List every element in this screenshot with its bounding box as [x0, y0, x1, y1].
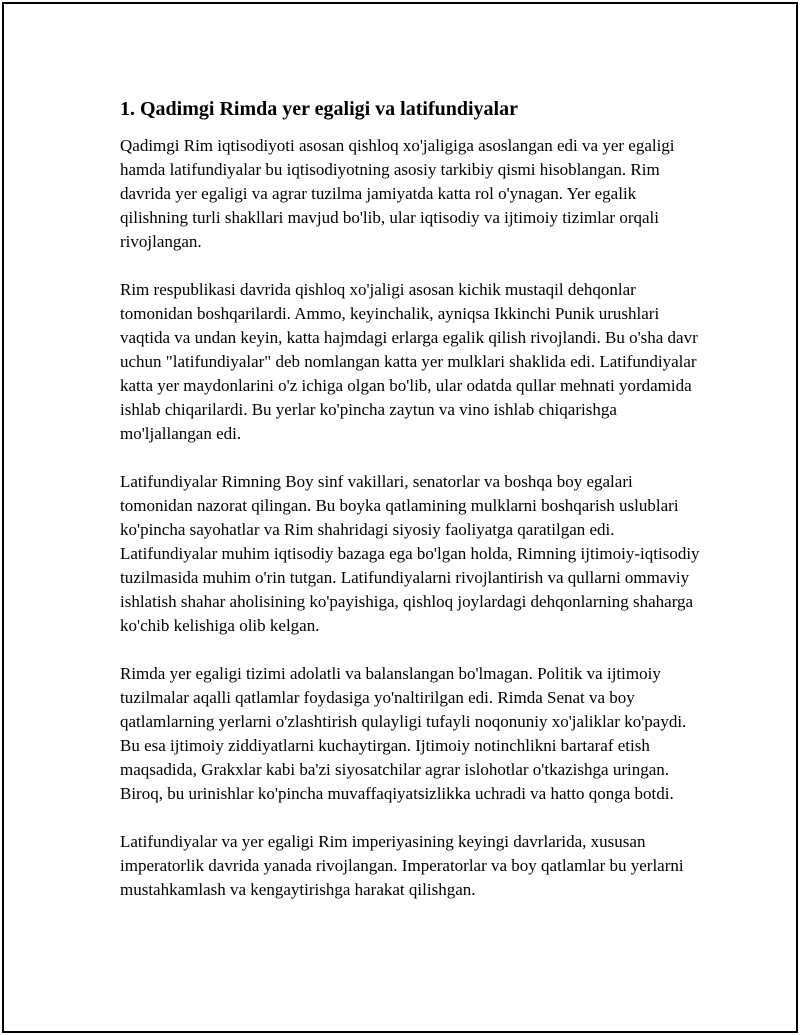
paragraph-1: Qadimgi Rim iqtisodiyoti asosan qishloq xo'jaligiga asoslangan edi va yer egaligi hamda latifundiyalar bu iqtisodiyotning asosiy tarkibiy qismi hisoblangan. Rim davrida yer egaligi va agrar tuzilma jamiyatda katta rol o'ynagan. Yer egalik qilishning turli shakllari mavjud bo'lib, ular iqtisodiy va ijtimoiy tizimlar orqali rivojlangan. — [120, 136, 675, 251]
page-frame — [2, 2, 798, 1033]
section-heading: 1. Qadimgi Rimda yer egaligi va latifundiyalar — [120, 98, 518, 120]
paragraph-3: Latifundiyalar Rimning Boy sinf vakillari, senatorlar va boshqa boy egalari tomonidan nazorat qilingan. Bu boyka qatlamining mulklarni boshqarish uslublari ko'pincha sayohatlar va Rim shahridagi siyosiy faoliyatga qaratilgan edi. Latifundiyalar muhim iqtisodiy bazaga ega bo'lgan holda, Rimning ijtimoiy-iqtisodiy tuzilmasida muhim o'rin tutgan. Latifundiyalarni rivojlantirish va qullarni ommaviy ishlatish shahar aholisining ko'payishiga, qishloq joylardagi dehqonlarning shaharga ko'chib kelishiga olib kelgan. — [120, 472, 700, 635]
paragraph-4: Rimda yer egaligi tizimi adolatli va balanslangan bo'lmagan. Politik va ijtimoiy tuzilmalar aqalli qatlamlar foydasiga yo'naltirilgan edi. Rimda Senat va boy qatlamlarning yerlarni o'zlashtirish qulayligi tufayli noqonuniy xo'jaliklar ko'paydi. Bu esa ijtimoiy ziddiyatlarni kuchaytirgan. Ijtimoiy notinchlikni bartaraf etish maqsadida, Grakxlar kabi ba'zi siyosatchilar agrar islohotlar o'tkazishga uringan. Biroq, bu urinishlar ko'pincha muvaffaqiyatsizlikka uchradi va hatto qonga botdi. — [120, 664, 687, 803]
paragraph-5: Latifundiyalar va yer egaligi Rim imperiyasining keyingi davrlarida, xususan imperatorlik davrida yanada rivojlangan. Imperatorlar va boy qatlamlar bu yerlarni mustahkamlash va kengaytirishga harakat qilishgan. — [120, 832, 684, 899]
paragraph-2: Rim respublikasi davrida qishloq xo'jaligi asosan kichik mustaqil dehqonlar tomonidan boshqarilardi. Ammo, keyinchalik, ayniqsa Ikkinchi Punik urushlari vaqtida va undan keyin, katta hajmdagi erlarga egalik qilish rivojlandi. Bu o'sha davr uchun "latifundiyalar" deb nomlangan katta yer mulklari shaklida edi. Latifundiyalar katta yer maydonlarini o'z ichiga olgan bo'lib, ular odatda qullar mehnati yordamida ishlab chiqarilardi. Bu yerlar ko'pincha zaytun va vino ishlab chiqarishga mo'ljallangan edi. — [120, 280, 698, 443]
document-body — [120, 96, 700, 926]
